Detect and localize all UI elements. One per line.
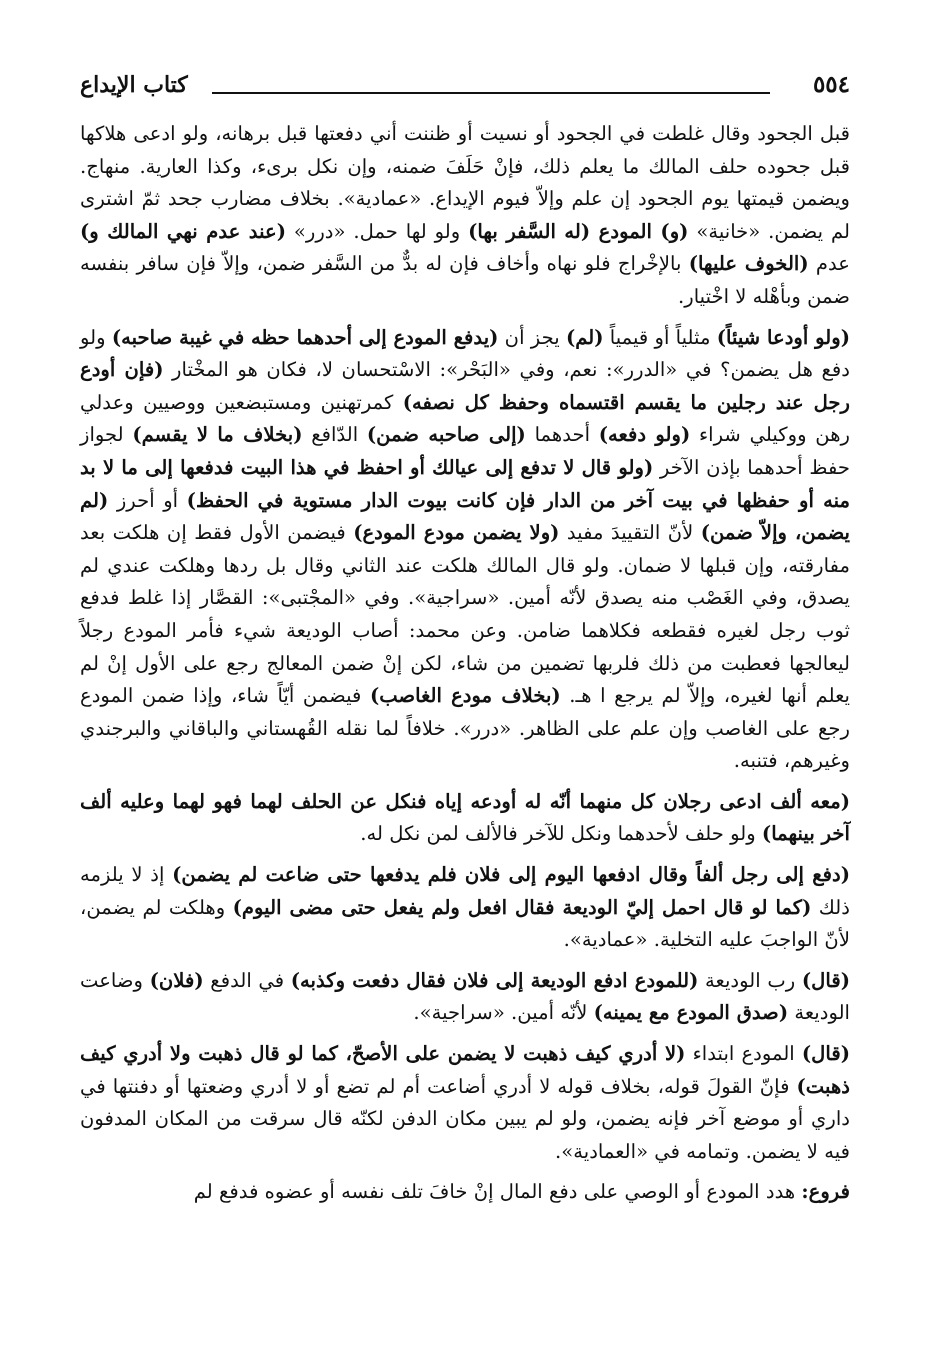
bold-text-run: فروع: (801, 1180, 850, 1204)
bold-text-run: (دفع إلى رجل ألفاً وقال ادفعها اليوم إلى فلان فلم يدفعها حتى ضاعت لم يضمن) (172, 863, 851, 887)
text-run: مثلياً أو قيمياً (603, 325, 717, 349)
text-run: ولو لها حمل. «درر» (285, 219, 469, 243)
book-title: كتاب الإيداع (80, 72, 188, 98)
bold-text-run: (الخوف عليها) (688, 252, 809, 276)
paragraph-7 (80, 1176, 850, 1209)
paragraph-1 (80, 118, 850, 314)
bold-text-run: (للمودع ادفع الوديعة إلى فلان فقال دفعت وكذبه) (290, 968, 699, 992)
header-rule (212, 92, 770, 94)
bold-text-run: (قال) (801, 968, 850, 992)
text-run: عدم (808, 252, 850, 276)
bold-text-run: (لا أدري كيف ذهبت لا يضمن على الأصحّ، كما لو قال ذهبت ولا أدري كيف ذهبت) (80, 1042, 850, 1098)
text-run: وضاعت الوديعة (80, 968, 850, 1025)
text-run: فيضمن أيّاً شاء، وإذا ضمن المودع رجع على الغاصب وإن علم على الظاهر. «درر». خلافاً لما نقله القُهستاني والباقاني والبرجندي وغيرهم، فتنبه. (80, 684, 850, 773)
body-text (80, 118, 850, 1209)
text-run: المودع ابتداء (685, 1042, 802, 1066)
paragraph-5 (80, 965, 850, 1030)
bold-text-run: (فلان) (149, 968, 204, 992)
text-run: فيضمن الأول فقط إن هلكت بعد مفارقته، وإن قبلها لا ضمان. ولو قال المالك هلكت عند الثاني وقال بل ردها وهلكت عندي لم يصدق، وفي الغَصْب منه يصدق لأنّه أمين. «سراجية». وفي «المجْتبى»: القصَّار إذا غلط فدفع ثوب رجل لغيره فقطعه فكلاهما ضامن. وعن محمد: أصاب الوديعة شيء فأمر المودع رجلاً ليعالجها فعطبت من ذلك فلربها تضمين من شاء، لكن إنْ ضمن المعالج رجع على الأول إنْ لم يعلم أنها لغيره، وإلاّ لم يرجع ا هـ. (80, 521, 850, 708)
bold-text-run: (لم يضمن، وإلاّ ضمن) (80, 488, 851, 545)
bold-text-run: (إلى صاحبه ضمن) (366, 423, 526, 447)
bold-text-run: (ولو قال لا تدفع إلى عيالك أو احفظ في هذا البيت فدفعها إلى ما لا بد منه أو حفظها في بيت آخر من الدار فإن كانت بيوت الدار مستوية في الحفظ) (80, 455, 851, 512)
text-run: وهلكت لم يضمن، لأنّ الواجبَ عليه التخلية. «عمادية». (80, 895, 850, 952)
bold-text-run: (و) المودع (له السَّفر بها) (468, 219, 689, 243)
running-header (80, 68, 850, 108)
text-run: يجز أن (498, 325, 566, 349)
text-run: ولو حلف لأحدهما ونكل للآخر فالألف لمن نكل له. (360, 822, 762, 846)
text-run: لأنّه أمين. «سراجية». (413, 1001, 594, 1025)
bold-text-run: (صدق المودع مع يمينه) (593, 1001, 789, 1025)
paragraph-4 (80, 859, 850, 957)
bold-text-run: (قال) (801, 1042, 851, 1066)
bold-text-run: (عند عدم نهي المالك و) (80, 219, 286, 243)
bold-text-run: (بخلاف مودع الغاصب) (369, 684, 561, 708)
text-run: فإنّ القولَ قوله، بخلاف قوله لا أدري أضاعت أم لم تضع أو لا أدري وضعتها أو دفنتها في داري أو موضع آخر فإنه يضمن، ولو لم يبين مكان الدفن لكنّه قال سرقت من المكان المدفون فيه لا يضمن. وتمامه في «العمادية». (80, 1074, 850, 1163)
text-run: أحدهما (525, 423, 599, 447)
text-run: قبل الجحود وقال غلطت في الجحود أو نسيت أو ظننت أني دفعتها قبل برهانه، ولو ادعى هلاكها قبل جحوده حلف المالك ما يعلم ذلك، فإنْ حَلَفَ ضمنه، وإن نكل برىء، وكذا العارية. منهاج. ويضمن قيمتها يوم الجحود إن علم وإلاّ فيوم الإيداع. «عمادية». بخلاف مضارب جحد ثمّ اشترى لم يضمن. «خانية» (80, 122, 850, 243)
paragraph-2 (80, 322, 850, 778)
bold-text-run: (معه ألف ادعى رجلان كل منهما أنّه له أودعه إياه فنكل عن الحلف لهما فهو لهما وعليه ألف آخر بينهما) (80, 789, 850, 846)
bold-text-run: (ولا يضمن مودع المودع) (353, 521, 560, 545)
text-run: إذ لا يلزمه ذلك (80, 863, 850, 919)
bold-text-run: (لم) (565, 325, 604, 349)
text-run: هدد المودع أو الوصي على دفع المال إنْ خافَ تلف نفسه أو عضوه فدفع لم (193, 1180, 802, 1204)
paragraph-3 (80, 786, 850, 851)
bold-text-run: (ولو دفعه) (598, 423, 691, 447)
bold-text-run: (فإن أودع رجل عند رجلين ما يقسم اقتسماه وحفظ كل نصفه) (80, 358, 850, 414)
page-number: ٥٥٤ (812, 71, 850, 98)
bold-text-run: (كما لو قال احمل إليّ الوديعة فقال افعل ولم يفعل حتى مضى اليوم) (232, 895, 812, 919)
text-run: أو أحرز (108, 488, 187, 512)
text-run: الدّافع (302, 423, 367, 447)
bold-text-run: (يدفع المودع إلى أحدهما حظه في غيبة صاحبه) (111, 325, 499, 349)
text-run: لأنّ التقييدَ مفيد (559, 521, 701, 545)
bold-text-run: (بخلاف ما لا يقسم) (132, 423, 303, 447)
text-run: لجواز حفظ أحدهما بإذن الآخر (80, 423, 850, 479)
text-run: رب الوديعة (698, 968, 802, 992)
text-run: كمرتهنين ومستبضعين ووصيين وعدلي رهن ووكيلي شراء (80, 390, 850, 447)
text-run: ولو دفع هل يضمن؟ في «الدرر»: نعم، وفي «البَحْر»: الاسْتحسان لا، فكان هو المخْتار (80, 325, 850, 382)
paragraph-6 (80, 1038, 850, 1168)
bold-text-run: (ولو أودعا شيئاً) (716, 325, 850, 349)
text-run: في الدفع (203, 968, 291, 992)
text-run: بالإخْراج فلو نهاه وأخاف فإن له بدٌّ من السَّفر ضمن، وإلاّ فإن سافر بنفسه ضمن وبأهْله لا اخْتيار. (80, 252, 850, 308)
